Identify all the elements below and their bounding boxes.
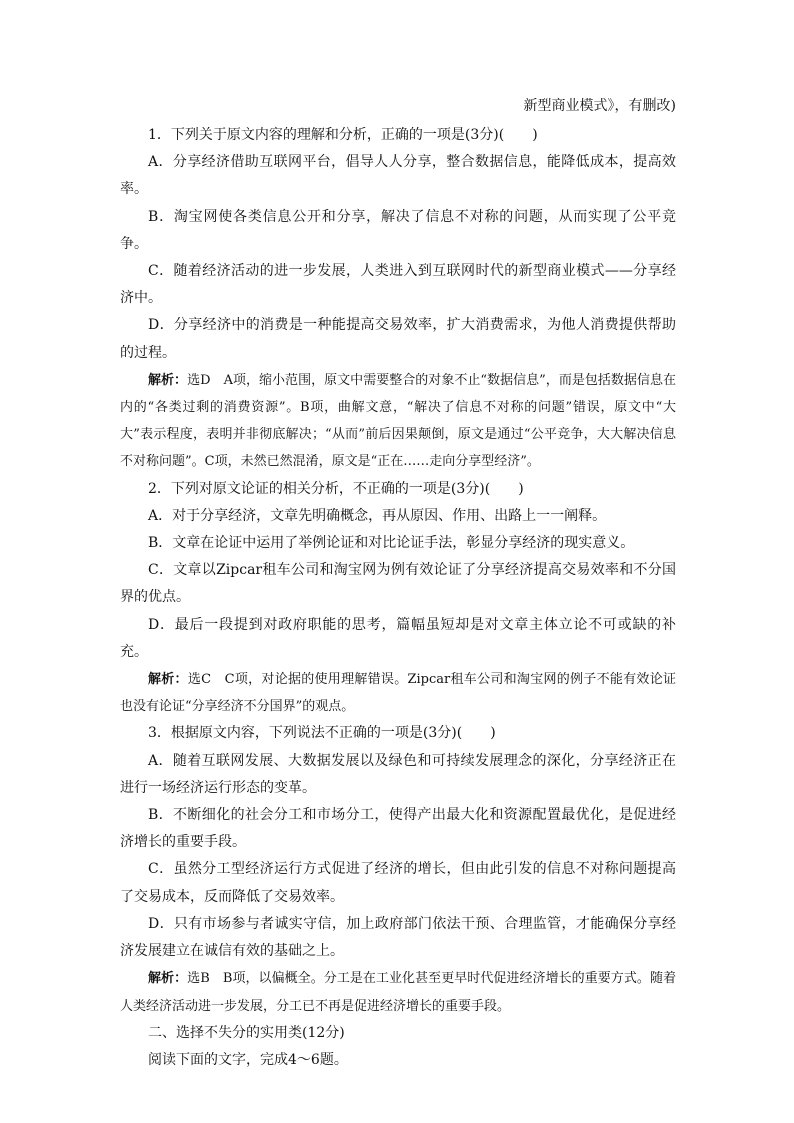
answer-option: D．最后一段提到对政府职能的思考，篇幅虽短却是对文章主体立论不可或缺的补充。 — [120, 616, 676, 660]
question-stem: 3．根据原文内容，下列说法不正确的一项是(3分)( ) — [148, 725, 496, 742]
source-citation: 新型商业模式》，有删改) — [523, 98, 676, 114]
explanation-text: 选B B项，以偏概全。分工是在工业化甚至更早时代促进经济增长的重要方式。随着人类经济活动进一步发展，分工已不再是促进经济增长的重要手段。 — [120, 971, 676, 1014]
answer-option: D．只有市场参与者诚实守信，加上政府部门依法干预、合理监管，才能确保分享经济发展建立在诚信有效的基础之上。 — [120, 915, 676, 960]
answer-explanation — [120, 965, 676, 1019]
answer-explanation — [120, 666, 676, 720]
answer-explanation — [120, 367, 676, 476]
explanation-label: 解析： — [148, 971, 188, 987]
answer-option: A．对于分享经济，文章先明确概念，再从原因、作用、出路上一一阐释。 — [148, 507, 607, 524]
explanation-label: 解析： — [148, 672, 188, 688]
document-body — [120, 122, 676, 1074]
explanation-text: 选D A项，缩小范围，原文中需要整合的对象不止“数据信息”，而是包括数据信息在内的“各类过剩的消费资源”。B项，曲解文意，“解决了信息不对称的问题”错误，原文中“大大”表示程度，表明并非彻底解决；“从而”前后因果颠倒，原文是通过“公平竞争，大大解决信息不对称问题”。C项，未然已然混淆，原文是“正在……走向分享型经济”。 — [120, 372, 676, 470]
answer-option: C．虽然分工型经济运行方式促进了经济的增长，但由此引发的信息不对称问题提高了交易成本，反而降低了交易效率。 — [120, 861, 676, 905]
explanation-text: 选C C项，对论据的使用理解错误。Zipcar租车公司和淘宝网的例子不能有效论证也没有论证“分享经济不分国界”的观点。 — [120, 672, 676, 715]
answer-option: B．文章在论证中运用了举例论证和对比论证手法，彰显分享经济的现实意义。 — [148, 535, 635, 552]
question-stem: 2．下列对原文论证的相关分析，不正确的一项是(3分)( ) — [148, 480, 524, 497]
question-stem: 1．下列关于原文内容的理解和分析，正确的一项是(3分)( ) — [148, 127, 538, 143]
answer-option: D．分享经济中的消费是一种能提高交易效率，扩大消费需求，为他人消费提供帮助的过程。 — [120, 317, 676, 361]
answer-option: A．随着互联网发展、大数据发展以及绿色和可持续发展理念的深化，分享经济正在进行一场经济运行形态的变革。 — [120, 752, 676, 796]
answer-option: B．淘宝网使各类信息公开和分享，解决了信息不对称的问题，从而实现了公平竞争。 — [120, 208, 676, 252]
answer-option: B．不断细化的社会分工和市场分工，使得产出最大化和资源配置最优化，是促进经济增长的重要手段。 — [120, 807, 676, 851]
explanation-label: 解析： — [148, 372, 188, 388]
section-heading: 二、选择不失分的实用类(12分) — [148, 1024, 345, 1041]
answer-option: C．文章以Zipcar租车公司和淘宝网为例有效论证了分享经济提高交易效率和不分国界的优点。 — [120, 562, 676, 606]
reading-instruction: 阅读下面的文字，完成4～6题。 — [148, 1051, 348, 1068]
answer-option: C．随着经济活动的进一步发展，人类进入到互联网时代的新型商业模式——分享经济中。 — [120, 263, 676, 307]
answer-option: A．分享经济借助互联网平台，倡导人人分享，整合数据信息，能降低成本，提高效率。 — [120, 154, 676, 198]
